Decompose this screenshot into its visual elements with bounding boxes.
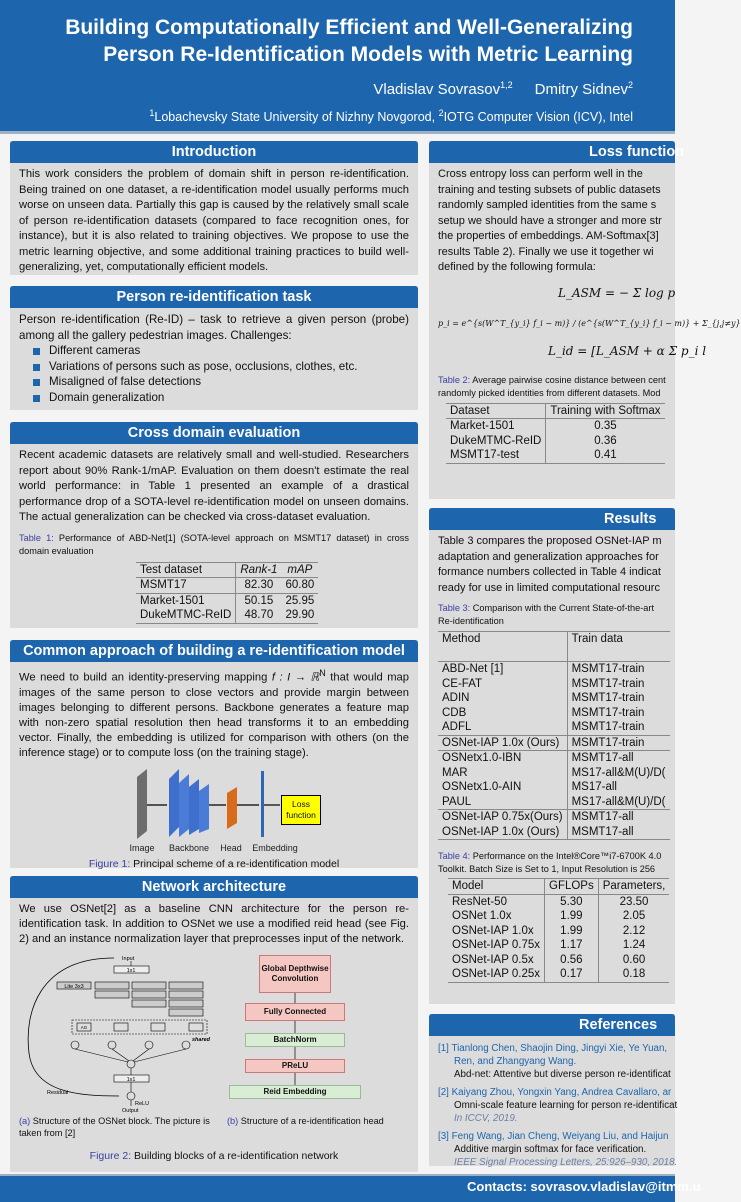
cell: ADFL: [438, 720, 567, 735]
reference-item: [438, 1130, 678, 1169]
table-header: GFLOPs: [545, 879, 599, 895]
results-text-line: ready for use in limited computational resourc: [438, 581, 660, 594]
author-1-sup: 1,2: [500, 80, 513, 90]
cell: DukeMTMC-ReID: [136, 608, 236, 623]
reference-item: [438, 1086, 678, 1125]
cross-domain-text: Recent academic datasets are relatively small and well-studied. Researchers report about 90% Rank-1/mAP. Evaluation on them doesn't estimate the real world performance: in Table 1 presented an example of a drastical performance drop of a SOTA-level re-identification model on unseen domains. The actual generalization can be checked via cross-dataset evaluation.: [19, 449, 409, 523]
reference-authors: Tianlong Chen, Shaojin Ding, Jingyi Xie, Ye Yuan,: [451, 1043, 668, 1054]
table-row: [438, 780, 670, 795]
table-row: [438, 691, 670, 706]
author-1: Vladislav Sovrasov: [373, 81, 501, 98]
cell: MS17-all&M(U)/D(: [571, 795, 666, 808]
table4-caption-line1: Performance on the Intel®Core™i7-6700K 4.0: [470, 851, 662, 861]
table-row: [136, 578, 318, 594]
cell: 29.90: [281, 608, 318, 623]
backbone-layer-1: [169, 769, 179, 837]
cell: MSMT17-all: [567, 825, 669, 840]
table1-caption-text: Performance of ABD-Net[1] (SOTA-level approach on MSMT17 dataset) in cross domain evaluation: [19, 532, 409, 556]
table-header: mAP: [281, 562, 318, 578]
table3: [438, 631, 670, 840]
backbone-layer-2: [179, 774, 189, 837]
sub-a-label: (a): [19, 1116, 31, 1126]
cell: 50.15: [244, 594, 274, 607]
reid-scheme-diagram: [19, 767, 409, 843]
label-input: Input: [122, 956, 135, 962]
table2-label: Table 2:: [438, 374, 471, 385]
cell: OSNet-IAP 0.5x: [448, 953, 545, 968]
head-block-fc: Fully Connected: [245, 1003, 345, 1021]
table-row: [438, 706, 670, 721]
cell: MSMT17-train: [571, 706, 645, 719]
table3-caption-line1: Comparison with the Current State-of-the-art: [470, 603, 655, 613]
table-row: [448, 894, 669, 909]
list-item: Variations of persons such as pose, occlusions, clothes, etc.: [31, 359, 409, 375]
label-output: Output: [122, 1108, 139, 1114]
table4-label: Table 4:: [438, 851, 471, 861]
poster-title: [65, 14, 633, 68]
table1: [136, 562, 318, 624]
label-image: Image: [129, 842, 155, 853]
cell: MAR: [438, 766, 567, 781]
table-row: [438, 720, 670, 735]
table-row: [446, 434, 665, 449]
reference-title: Additive margin softmax for face verification.: [454, 1144, 647, 1155]
formula-lid: L_id = [L_ASM + α Σ p_i l: [548, 343, 707, 358]
table-header: Rank-1: [236, 562, 282, 578]
reference-venue: In ICCV, 2019.: [454, 1113, 518, 1124]
fig1-label: Figure 1:: [88, 857, 131, 870]
reference-venue: IEEE Signal Processing Letters, 25:926–930, 2018.: [454, 1157, 678, 1168]
head-block-prelu: PReLU: [245, 1059, 345, 1073]
table-row: [438, 662, 670, 677]
formula-pi: p_i = e^{s(W^T_{y_i} f_i − m)} / (e^{s(W^T_{y_i} f_i − m)} + Σ_{j,j≠y}: [438, 318, 741, 328]
embedding-bar: [261, 771, 264, 837]
sub-a-caption: Structure of the OSNet block. The picture is taken from [2]: [19, 1116, 210, 1138]
table3-caption-line2: Re-identification: [438, 616, 504, 626]
task-title: Person re-identification task: [10, 286, 418, 308]
cell: 1.17: [545, 938, 599, 953]
figure-2: [19, 953, 409, 1149]
fig2-label: Figure 2:: [89, 1150, 132, 1162]
cell: OSNet-IAP 1.0x (Ours): [438, 735, 567, 751]
osnet-block: [28, 956, 211, 1114]
table-row: [448, 909, 669, 924]
table-row: [448, 938, 669, 953]
reference-number: [3]: [438, 1131, 449, 1142]
table-row: [438, 766, 670, 781]
references-block: [429, 1014, 678, 1168]
cross-domain-block: [10, 422, 418, 628]
cell: OSNet-IAP 0.25x: [448, 967, 545, 982]
affil-2: IOTG Computer Vision (ICV), Intel: [443, 110, 633, 125]
cell: 0.35: [594, 420, 617, 432]
table1-label: Table 1:: [19, 532, 54, 543]
cell: MS17-all&M(U)/D(: [571, 766, 666, 779]
head-block-gdconv: Global Depthwise Convolution: [259, 955, 331, 993]
task-block: [10, 286, 418, 410]
figure-1: [19, 767, 409, 855]
cell: 0.17: [545, 967, 599, 982]
table4: [448, 878, 669, 983]
label-conv1: 1x1: [126, 968, 136, 974]
formula-lasm: L_ASM = − Σ log p: [558, 285, 676, 300]
cell: 82.30: [244, 579, 274, 591]
figure-1-caption: [19, 857, 409, 872]
table-row: [438, 795, 670, 810]
list-item: Domain generalization: [31, 390, 409, 406]
table2-caption-line1: Average pairwise cosine distance between cent: [470, 374, 666, 385]
cell: ABD-Net [1]: [438, 662, 567, 677]
table-header: Test dataset: [136, 562, 236, 578]
cell: 60.80: [285, 579, 315, 591]
reference-authors: Feng Wang, Jian Cheng, Weiyang Liu, and Haijun: [451, 1131, 669, 1142]
loss-text-line: the properties of embeddings. AM-Softmax[3]: [438, 230, 659, 242]
references-title: References: [429, 1014, 675, 1036]
cell: MSMT17-all: [571, 811, 634, 823]
cell: MSMT17-train: [571, 692, 645, 704]
text-after: that would map images of the same person to close vectors and provide margin between images belonging to different persons. Backbone generates a feature map with non-zero spatial resolution then head transforms it to an embedding vector. Finally, the embedding is utilized for comparison with others (on the inference stage) or to compute loss (on the training stage).: [19, 671, 409, 759]
figure-2-caption: [19, 1149, 409, 1164]
table-row: [438, 810, 670, 825]
introduction-block: [10, 141, 418, 275]
cell: Market-1501: [446, 419, 546, 434]
table3-label: Table 3:: [438, 603, 471, 613]
text-before: We need to build an identity-preserving mapping: [19, 671, 272, 684]
reference-title: Abd-net: Attentive but diverse person re-identificat: [454, 1069, 671, 1080]
poster-header: [0, 0, 675, 134]
cell: 1.24: [622, 939, 646, 951]
math-mapping: f : I → ℝ: [271, 671, 320, 684]
cell: 0.41: [546, 448, 665, 463]
table-row: [448, 924, 669, 939]
cell: 0.36: [594, 434, 617, 447]
cell: MSMT17-train: [571, 677, 645, 690]
table-row: [448, 967, 669, 982]
loss-text-line: randomly sampled identities from the same s: [438, 199, 657, 211]
loss-box-line2: function: [286, 809, 316, 820]
table-row: [438, 735, 670, 751]
label-conv2: 1x1: [126, 1077, 136, 1083]
loss-text-line: training and testing subsets of public datasets: [438, 183, 661, 196]
table-row: [446, 448, 665, 463]
reference-number: [2]: [438, 1087, 449, 1098]
cell: MSMT17-train: [571, 736, 645, 749]
results-text-line: formance numbers collected in Table 4 indicat: [438, 566, 661, 578]
label-head: Head: [220, 842, 242, 853]
loss-text-line: setup we should have a stronger and more str: [438, 214, 662, 227]
backbone-layer-3: [189, 779, 199, 835]
cell: 23.50: [619, 895, 649, 908]
reference-number: [1]: [438, 1043, 449, 1054]
cross-domain-title: Cross domain evaluation: [10, 422, 418, 444]
title-line-1: Building Computationally Efficient and Well-Generalizing: [65, 16, 633, 39]
cell: 48.70: [236, 608, 282, 623]
reference-item: [438, 1042, 671, 1081]
head-block-embedding: Reid Embedding: [229, 1085, 361, 1099]
table3-caption: [438, 602, 666, 628]
common-approach-block: [10, 640, 418, 868]
network-architecture-block: [10, 876, 418, 1172]
cell: 2.05: [622, 910, 646, 922]
cell: OSNetx1.0-AIN: [438, 780, 567, 795]
cell: Market-1501: [136, 593, 236, 608]
affil-1: Lobachevsky State University of Nizhny Novgorod,: [154, 110, 439, 125]
loss-text-line: Cross entropy loss can perform well in the: [438, 168, 643, 180]
math-sup: N: [319, 668, 326, 678]
cell: OSNet 1.0x: [448, 909, 545, 924]
label-shared: shared: [192, 1037, 211, 1043]
introduction-title: Introduction: [10, 141, 418, 163]
table-header: Train data: [567, 632, 669, 662]
head-shape: [227, 787, 237, 829]
label-residual: Residual: [47, 1090, 69, 1096]
results-block: [429, 508, 675, 1004]
introduction-text: This work considers the problem of domain shift in person re-identification. Being trained on one dataset, a re-identification model usually performs much worse on unseen data. Partially this gap is caused by the relatively small scale of person re-identification datasets (compared to face recognition ones, for instance), but it is also related to training objectives. We propose to use the metric learning objective, and some additional training practices to build well-generalizing, yet, computationally efficient models.: [19, 168, 409, 273]
image-shape: [137, 769, 147, 839]
cell: OSNet-IAP 0.75x: [448, 938, 545, 953]
cell: 1.99: [545, 909, 599, 924]
challenges-list: [19, 343, 409, 405]
table-header: Method: [438, 632, 567, 662]
common-approach-title: Common approach of building a re-identification model: [10, 640, 418, 662]
cell: PAUL: [438, 795, 567, 810]
table-row: [446, 419, 665, 434]
fig2-caption-text: Building blocks of a re-identification network: [131, 1150, 339, 1162]
reference-title: Omni-scale feature learning for person re-identificat: [454, 1100, 678, 1111]
network-title: Network architecture: [10, 876, 418, 898]
list-item: Different cameras: [31, 343, 409, 359]
loss-function-box: [281, 795, 321, 825]
cell: 0.18: [598, 967, 669, 982]
backbone-layer-4: [199, 784, 209, 833]
label-relu: ReLU: [135, 1101, 150, 1107]
sub-b: [227, 1115, 409, 1127]
cell: CDB: [438, 706, 567, 721]
cell: 0.60: [622, 953, 646, 966]
fig1-caption-text: Principal scheme of a re-identification model: [130, 857, 340, 870]
table4-caption: [438, 850, 666, 876]
loss-text-line: defined by the following formula:: [438, 261, 596, 273]
authors: [373, 80, 633, 98]
affiliations: [149, 108, 633, 124]
loss-text-line: results Table 2). Finally we use it together wi: [438, 245, 654, 258]
reference-authors-cont: Ren, and Zhangyang Wang.: [454, 1056, 577, 1067]
list-item: Misaligned of false detections: [31, 374, 409, 390]
loss-function-block: [429, 141, 741, 499]
lite-conv: Lite 3x3: [64, 984, 84, 990]
table4-caption-line2: Toolkit. Batch Size is Set to 1, Input Resolution is 256: [438, 864, 656, 874]
table-header: Training with Softmax: [546, 403, 665, 419]
label-backbone: Backbone: [168, 842, 210, 853]
author-2-sup: 2: [627, 80, 633, 90]
sub-b-label: (b): [227, 1116, 239, 1126]
cell: ResNet-50: [448, 894, 545, 909]
cell: OSNetx1.0-IBN: [438, 751, 567, 766]
cell: MS17-all: [571, 781, 617, 793]
loss-title: Loss function: [429, 141, 675, 163]
affil-2-sup: 2: [438, 108, 444, 118]
table2-caption: [438, 374, 666, 400]
cell: MSMT17-train: [571, 721, 645, 733]
cell: MSMT17-test: [446, 448, 546, 463]
table2-caption-line2: randomly picked identities from different datasets. Mod: [438, 387, 661, 398]
cell: MSMT17: [136, 578, 236, 594]
results-title: Results: [429, 508, 675, 530]
author-2: Dmitry Sidnev: [534, 81, 628, 98]
reference-authors: Kaiyang Zhou, Yongxin Yang, Andrea Cavallaro, ar: [451, 1087, 672, 1098]
affil-1-sup: 1: [149, 108, 155, 118]
table-header: Parameters,: [598, 879, 669, 895]
results-text-line: adaptation and generalization approaches for: [438, 550, 659, 563]
cell: MSMT17-train: [571, 663, 645, 675]
head-block-bn: BatchNorm: [245, 1033, 345, 1047]
ag-label: AG: [80, 1025, 88, 1030]
table-row: [136, 608, 318, 623]
results-text-line: Table 3 compares the proposed OSNet-IAP m: [438, 535, 662, 547]
task-text: Person re-identification (Re-ID) – task to retrieve a given person (probe) among all the gallery pedestrian images. Challenges:: [19, 313, 409, 342]
poster-footer: [0, 1174, 701, 1202]
table-header: Model: [448, 879, 545, 895]
table-row: [438, 751, 670, 766]
cell: MSMT17-all: [571, 752, 634, 764]
cell: OSNet-IAP 0.75x(Ours): [438, 810, 567, 825]
cell: 25.95: [285, 594, 315, 607]
label-embedding: Embedding: [252, 842, 298, 853]
table-header: Dataset: [446, 403, 546, 419]
network-text: We use OSNet[2] as a baseline CNN architecture for the person re-identification task. In addition to OSNet we use a modified reid head (see Fig. 2) and an instance normalization layer that preprocesses input of the network.: [19, 903, 409, 945]
table1-caption: [19, 532, 409, 558]
title-line-2: Person Re-Identification Models with Metric Learning: [103, 43, 633, 66]
table2: [446, 403, 665, 464]
common-approach-text: [19, 666, 409, 761]
cell: OSNet-IAP 1.0x: [448, 924, 545, 939]
cell: 1.99: [545, 924, 599, 939]
table-row: [136, 593, 318, 608]
table-row: [438, 825, 670, 840]
cell: OSNet-IAP 1.0x (Ours): [438, 825, 567, 840]
cell: 0.56: [545, 953, 599, 968]
cell: 5.30: [545, 894, 599, 909]
cell: DukeMTMC-ReID: [446, 434, 546, 449]
table-row: [438, 677, 670, 692]
loss-box-line1: Loss: [292, 798, 310, 809]
loss-formula: [438, 276, 741, 372]
cell: 2.12: [622, 924, 646, 937]
cell: CE-FAT: [438, 677, 567, 692]
cell: ADIN: [438, 691, 567, 706]
sub-b-caption: Structure of a re-identification head: [238, 1116, 384, 1126]
sub-a: [19, 1115, 219, 1139]
contacts[interactable]: Contacts: sovrasov.vladislav@itmm.u: [467, 1179, 701, 1194]
table-row: [448, 953, 669, 968]
